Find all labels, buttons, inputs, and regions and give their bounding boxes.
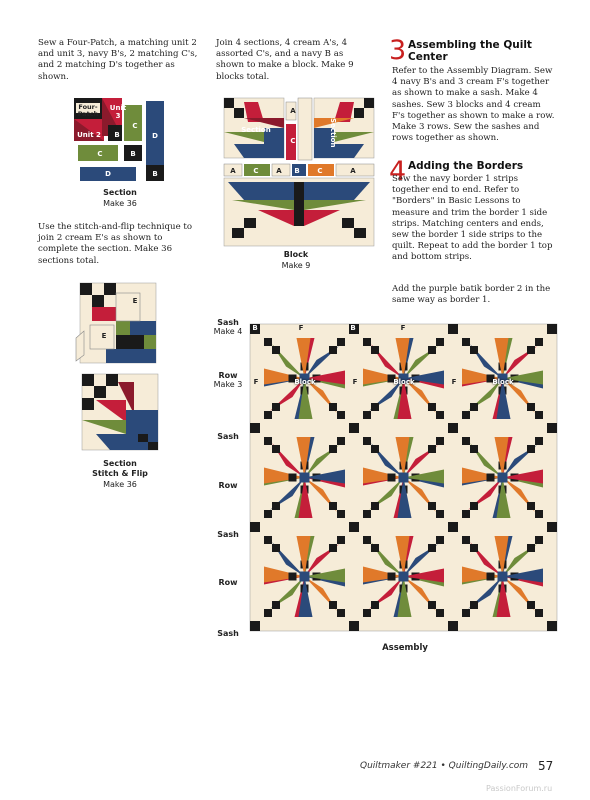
b-label-row: B	[294, 167, 300, 175]
block-make: Make 9	[281, 261, 311, 270]
block-caption: Block	[283, 250, 309, 259]
assembly-diagram	[248, 318, 558, 638]
col1-intro-text: Sew a Four-Patch, a matching unit 2 and unit 3, navy B's, 2 matching C's, and 2 matching D's together as shown.	[38, 38, 198, 82]
step4-text2: Add the purple batik border 2 in the same way as border 1.	[392, 284, 551, 306]
c-label-2: C	[97, 150, 103, 158]
block-label-3: Block	[492, 378, 514, 386]
sash-label-1: Sash Make 4	[213, 318, 243, 336]
section-make: Make 36	[103, 199, 137, 208]
sash-b-label-2: B	[350, 324, 356, 332]
a-label-row-1: A	[230, 167, 236, 175]
sash-f-label-2: F	[400, 324, 406, 332]
section-stitch-diagram	[76, 283, 156, 365]
step3-text: Refer to the Assembly Diagram. Sew 4 navy B's and 3 cream F's together as shown to make a sash. Make 4 sashes. Sew 3 blocks and 4 cream F's together as shown to make a row. Make 3 rows. Sew the sashes and rows together as shown.	[392, 66, 555, 144]
e-label-2: E	[101, 332, 107, 340]
e-label-1: E	[132, 297, 138, 305]
step4-text: Sew the navy border 1 strips together end to end. Refer to "Borders" in Basic Lessons to measure and trim the border 1 side strips. Matching centers and ends, sew the border 1 side strips to the quilt. Repeat to add the border 1 top and bottom strips.	[392, 174, 553, 263]
row-label-3: Row	[218, 578, 238, 587]
c-label-top: C	[290, 137, 296, 145]
section-finished-diagram	[82, 374, 158, 450]
step4-heading: Adding the Borders	[408, 160, 524, 172]
section2-caption: Section	[103, 459, 137, 468]
sash-b-label-1: B	[252, 324, 258, 332]
block-exploded-diagram	[224, 98, 374, 254]
d-label-1: D	[152, 132, 158, 140]
block-label-2: Block	[393, 378, 415, 386]
c-label-row-2: C	[317, 167, 323, 175]
b-label-1: B	[114, 131, 120, 139]
step3-number: 3	[389, 35, 407, 66]
c-label-row-1: C	[253, 167, 259, 175]
a-label-row-3: A	[350, 167, 356, 175]
row-f-label-1: F	[253, 378, 259, 386]
unit3-label: Unit 3	[109, 104, 127, 120]
section-label-1: Section	[241, 126, 271, 134]
row-f-label-3: F	[451, 378, 457, 386]
col1-stitch-text: Use the stitch-and-flip technique to join 2 cream E's as shown to complete the section. Make 36 sections total.	[38, 222, 193, 266]
sash-f-label-1: F	[298, 324, 304, 332]
watermark: PassionForum.ru	[486, 784, 553, 793]
sash-label-4: Sash	[217, 629, 239, 638]
a-label-top: A	[290, 107, 296, 115]
d-label-2: D	[105, 170, 111, 178]
sash-label-2: Sash	[217, 432, 239, 441]
sash-label-3: Sash	[217, 530, 239, 539]
page-number: 57	[538, 759, 554, 773]
four-patch-label: Four-Patch	[77, 103, 99, 118]
c-label-1: C	[132, 122, 138, 130]
section2-make: Make 36	[103, 480, 137, 489]
section2-caption-2: Stitch & Flip	[92, 469, 148, 478]
assembly-caption: Assembly	[382, 643, 428, 653]
section-label-2: Section	[329, 118, 337, 148]
b-label-2: B	[130, 150, 136, 158]
section-caption: Section	[103, 188, 137, 197]
footer-magazine: Quiltmaker #221 • QuiltingDaily.com	[360, 761, 529, 771]
row-f-label-2: F	[352, 378, 358, 386]
step3-heading: Assembling the Quilt Center	[408, 39, 532, 63]
row-label-2: Row	[218, 481, 238, 490]
step4-number: 4	[389, 156, 407, 187]
block-label-1: Block	[294, 378, 316, 386]
b-label-3: B	[152, 170, 158, 178]
a-label-row-2: A	[276, 167, 282, 175]
row-label-1: Row Make 3	[213, 371, 243, 389]
col2-intro-text: Join 4 sections, 4 cream A's, 4 assorted C's, and a navy B as shown to make a block. Make 9 blocks total.	[216, 38, 354, 82]
unit2-label: Unit 2	[77, 131, 101, 139]
